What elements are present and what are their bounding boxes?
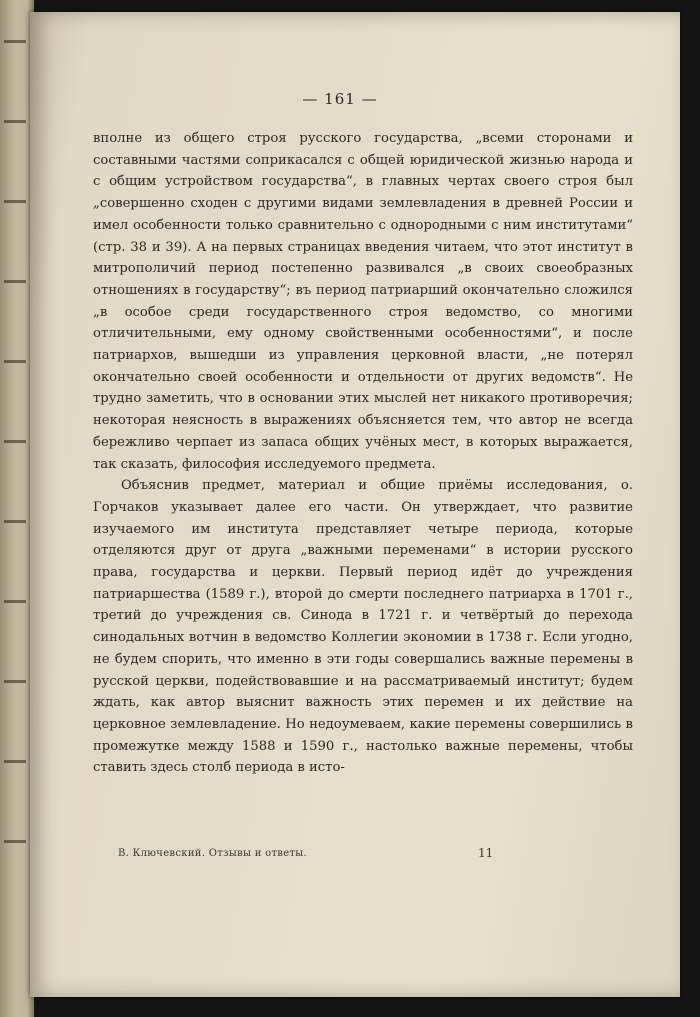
left-page-edge [0,0,34,1017]
page-number: — 161 — [302,90,378,108]
footer-signature-mark: 11 [478,846,494,860]
paragraph: Объяснив предмет, материал и общие приёмы исследования, о. Горчаков указывает далее его части. Он утверждает, что развитие изучаемого им института представляет четыре периода, которые отделяются друг от друга „важными переменами“ в истории русского права, государства и церкви. Первый период идёт до учреждения патриаршества (1589 г.), второй до смерти последнего патриарха в 1701 г., третий до учреждения св. Синода в 1721 г. и четвёртый до перехода синодальных вотчин в ведомство Коллегии экономии в 1738 г. Если угодно, не будем спорить, что именно в эти годы совершались важные перемены в русской церкви, подействовавшие и на рассматриваемый институт; будем ждать, как автор выяснит важность этих перемен и их действие на церковное землевладение. Но недоумеваем, какие перемены совершились в промежутке между 1588 и 1590 г., настолько важные перемены, чтобы ставить здесь столб периода в исто- [93,478,633,776]
footer-author: В. Ключевский. Отзывы и ответы. [118,848,308,859]
body-text [93,128,633,779]
paragraph: вполне из общего строя русского государства, „всеми сторонами и составными частями соприкасался с общей юридической жизнью народа и с общим устройством государства“, в главных чертах своего строя был „совершенно сходен с другими видами землевладения в древней России и имел особенности только сравнительно с однородными с ним институтами“ (стр. 38 и 39). А на первых страницах введения читаем, что этот институт в митрополичий период постепенно развивался „в своих своеобразных отношениях в государству“; въ период патриарший окончательно сложился „в особое среди государственного строя ведомство, со многими отличительными, ему одному свойственными особенностями“, и после патриархов, вышедши из управления церковной власти, „не потерял окончательно своей особенности и отдельности от других ведомств“. Не трудно заметить, что в основании этих мыслей нет никакого противоречия; некоторая неясность в выражениях объясняется тем, что автор не всегда бережливо черпает из запаса общих учёных мест, в которых выражается, так сказать, философия исследуемого предмета. [93,131,633,472]
book-page [30,12,680,997]
